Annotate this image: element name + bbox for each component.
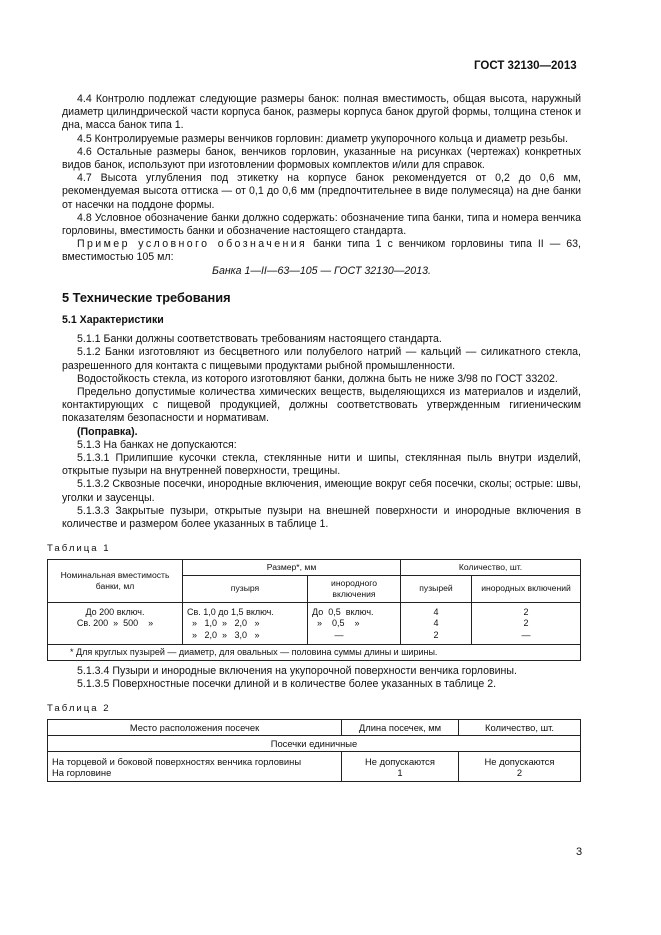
- table-2-group-row: Посечки единичные: [48, 735, 581, 751]
- table-1-header-capacity: Номинальная вместимость банки, мл: [48, 559, 183, 603]
- table-1-footnote: * Для круглых пузырей — диаметр, для овальных — половина суммы длины и ширины.: [48, 644, 581, 660]
- table-1-cell-qty-bubbles: 4 4 2: [401, 603, 472, 645]
- table-1-header-size: Размер*, мм: [183, 559, 401, 575]
- paragraph-5-1-3: 5.1.3 На банках не допускаются:: [77, 438, 237, 451]
- table-1-header-qty-bubbles: пузырей: [401, 575, 472, 602]
- paragraph-4-8: 4.8 Условное обозначение банки должно содержать: обозначение типа банки, типа и номера венчика горловины, вместимость банки и обозначение настоящего стандарта.: [62, 211, 581, 238]
- table-2-cell-length: Не допускаются 1: [342, 751, 459, 781]
- table-1-header-bubble: пузыря: [183, 575, 308, 602]
- table-1-caption: Таблица 1: [47, 543, 111, 555]
- table-1-cell-capacity: До 200 включ. Св. 200 » 500 »: [48, 603, 183, 645]
- paragraph-5-1-1: 5.1.1 Банки должны соответствовать требованиям настоящего стандарта.: [77, 333, 442, 346]
- table-2-header-quantity: Количество, шт.: [459, 719, 581, 735]
- paragraph-4-4: 4.4 Контролю подлежат следующие размеры банок: полная вместимость, общая высота, наружный диаметр цилиндрической части корпуса банок, размеры корпуса банок другой формы, толщина стенок и дна, масса банок типа 1.: [62, 93, 581, 132]
- paragraph-chemicals: Предельно допустимые количества химических веществ, выделяющихся из материалов и изделий, контактирующих с пищевой продукцией, должны соответствовать утвержденным гигиеническим показателям безопасности и нормативам.: [62, 386, 581, 425]
- paragraph-5-1-3-2: 5.1.3.2 Сквозные посечки, инородные включения, имеющие вокруг себя посечки, сколы; острые: швы, уголки и заусенцы.: [62, 478, 581, 504]
- table-1: [47, 559, 581, 661]
- paragraph-4-5: 4.5 Контролируемые размеры венчиков горловин: диаметр укупорочного кольца и диаметр резьбы.: [77, 132, 568, 145]
- table-2-header-length: Длина посечек, мм: [342, 719, 459, 735]
- subsection-5-1-title: 5.1 Характеристики: [62, 314, 164, 327]
- table-2: [47, 719, 581, 783]
- table-2-cell-quantity: Не допускаются 2: [459, 751, 581, 781]
- table-2-caption: Таблица 2: [47, 703, 111, 715]
- table-2-header-location: Место расположения посечек: [48, 719, 342, 735]
- example-lead: Пример условного обозначения: [77, 238, 308, 251]
- table-2-cell-location: На торцевой и боковой поверхностях венчика горловины На горловине: [48, 751, 342, 781]
- paragraph-4-7: 4.7 Высота углубления под этикетку на корпусе банок рекомендуется от 0,2 до 0,6 мм, рекомендуемая высота оттиска — от 0,1 до 0,6 мм (предпочтительнее в виде полумесяца) на дне банки от насечки на поддоне формы.: [62, 172, 581, 211]
- paragraph-4-6: 4.6 Остальные размеры банок, венчиков горловин, указанные на рисунках (чертежах) конкретных видов банок, используют при изготовлении формовых комплектов и/или для справок.: [62, 145, 581, 172]
- paragraph-5-1-2: 5.1.2 Банки изготовляют из бесцветного или полубелого натрий — кальций — силикатного стекла, разрешенного для контакта с пищевыми продуктами рыбной промышленности.: [62, 346, 581, 372]
- table-1-cell-inclusion-size: До 0,5 включ. » 0,5 » —: [308, 603, 401, 645]
- paragraph-5-1-3-5: 5.1.3.5 Поверхностные посечки длиной и в количестве более указанных в таблице 2.: [77, 678, 497, 691]
- table-1-cell-bubble-size: Св. 1,0 до 1,5 включ. » 1,0 » 2,0 » » 2,0 » 3,0 »: [183, 603, 308, 645]
- paragraph-5-1-3-4: 5.1.3.4 Пузыри и инородные включения на укупорочной поверхности венчика горловины.: [77, 664, 517, 677]
- paragraph-5-1-3-1: 5.1.3.1 Прилипшие кусочки стекла, стеклянные нити и шипы, стеклянная пыль внутри изделий, открытые пузыри на внутренней поверхности, трещины.: [62, 452, 581, 478]
- document-code: ГОСТ 32130—2013: [474, 60, 577, 72]
- example-designation: Банка 1—II—63—105 — ГОСТ 32130—2013.: [212, 264, 431, 277]
- section-5-title: 5 Технические требования: [62, 289, 231, 305]
- paragraph-water-resistance: Водостойкость стекла, из которого изготовляют банки, должна быть не ниже 3/98 по ГОСТ 33202.: [77, 372, 558, 385]
- table-1-header-quantity: Количество, шт.: [401, 559, 581, 575]
- table-1-header-qty-inclusions: инородных включений: [472, 575, 581, 602]
- page-body: [47, 93, 581, 782]
- table-1-header-inclusion: инородного включения: [308, 575, 401, 602]
- example-paragraph: [62, 238, 581, 264]
- table-1-cell-qty-inclusions: 2 2 —: [472, 603, 581, 645]
- amendment-note: (Поправка).: [77, 425, 138, 438]
- page-number: 3: [576, 846, 583, 858]
- example-text: банки типа 1 с венчиком горловины типа II — 63, вместимостью 105 мл:: [62, 238, 581, 264]
- paragraph-5-1-3-3: 5.1.3.3 Закрытые пузыри, открытые пузыри на внешней поверхности и инородные включения в количестве и размером более указанных в таблице 1.: [62, 504, 581, 531]
